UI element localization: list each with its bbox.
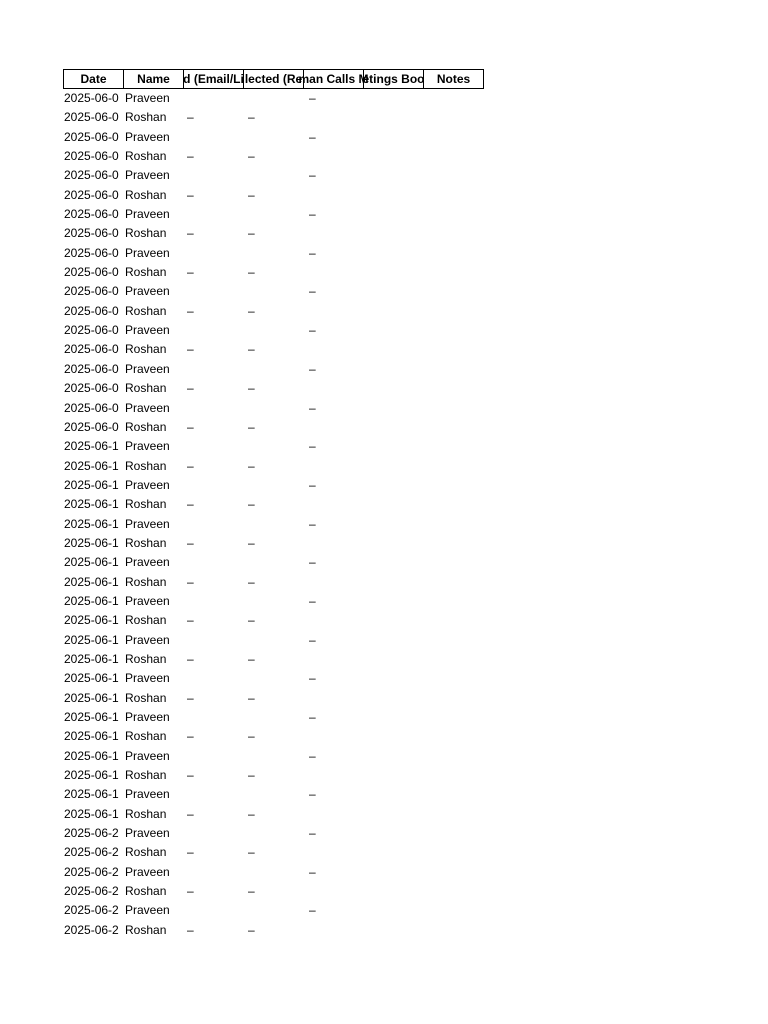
cell-col4[interactable] [246,244,307,263]
cell-col4[interactable] [246,708,307,727]
cell-col3[interactable]: – [187,381,194,396]
table-row [63,669,484,688]
cell-col5[interactable]: – [309,129,316,144]
cell-col3[interactable] [185,553,246,572]
table-row [63,302,484,321]
cell-col4[interactable]: – [248,342,255,357]
cell-date[interactable]: 2025-06-1 [64,439,119,454]
cell-col5[interactable] [307,379,368,398]
cell-col4[interactable] [246,824,307,843]
cell-col5[interactable]: – [309,903,316,918]
cell-date[interactable]: 2025-06-0 [64,110,119,125]
cell-date[interactable]: 2025-06-0 [64,265,119,280]
cell-col3[interactable] [185,785,246,804]
cell-name[interactable]: Praveen [125,284,170,299]
cell-name[interactable]: Praveen [125,168,170,183]
cell-col5[interactable] [307,921,368,940]
cell-date[interactable]: 2025-06-0 [64,342,119,357]
table-row [63,534,484,553]
cell-date[interactable]: 2025-06-1 [64,555,119,570]
cell-col3[interactable] [185,708,246,727]
cell-date[interactable]: 2025-06-1 [64,497,119,512]
cell-col3[interactable] [185,901,246,920]
cell-name[interactable]: Praveen [125,91,170,105]
cell-name[interactable]: Praveen [125,787,170,802]
cell-col4[interactable] [246,747,307,766]
cell-col5[interactable]: – [309,284,316,299]
cell-col4[interactable] [246,553,307,572]
cell-col5[interactable] [307,418,368,437]
cell-date[interactable]: 2025-06-0 [64,419,119,434]
cell-col3[interactable] [185,205,246,224]
cell-name[interactable]: Praveen [125,864,170,879]
cell-col5[interactable] [307,263,368,282]
cell-col3[interactable] [185,321,246,340]
cell-col4[interactable] [246,360,307,379]
cell-col3[interactable]: – [187,149,194,164]
cell-col4[interactable] [246,205,307,224]
cell-col4[interactable] [246,901,307,920]
cell-col4[interactable]: – [248,535,255,550]
cell-col3[interactable] [185,360,246,379]
cell-col5[interactable]: – [309,245,316,260]
cell-name[interactable]: Praveen [125,129,170,144]
cell-col3[interactable]: – [187,110,194,125]
cell-col5[interactable]: – [309,826,316,841]
cell-col4[interactable]: – [248,149,255,164]
table-row [63,805,484,824]
cell-col5[interactable]: – [309,207,316,222]
cell-name[interactable]: Roshan [125,419,167,434]
cell-date[interactable]: 2025-06-0 [64,303,119,318]
table-row [63,592,484,611]
table-row [63,128,484,147]
cell-col3[interactable]: – [187,884,194,899]
cell-name[interactable]: Roshan [125,535,167,550]
table-row [63,650,484,669]
cell-col4[interactable] [246,785,307,804]
table-row [63,224,484,243]
cell-col4[interactable]: – [248,226,255,241]
cell-date[interactable]: 2025-06-2 [64,884,119,899]
cell-col3[interactable] [185,89,246,108]
cell-date[interactable]: 2025-06-1 [64,710,119,724]
cell-col4[interactable]: – [248,729,255,744]
cell-name[interactable]: Praveen [125,671,170,686]
header-cell-col4[interactable]: lected (Re [244,72,303,86]
cell-name[interactable]: Roshan [125,226,167,241]
cell-date[interactable]: 2025-06-1 [64,671,119,686]
cell-col3[interactable] [185,399,246,418]
table-row [63,205,484,224]
table-row [63,186,484,205]
cell-col5[interactable]: – [309,555,316,570]
cell-col3[interactable]: – [187,651,194,666]
cell-col5[interactable]: – [309,323,316,338]
cell-date[interactable]: 2025-06-1 [64,516,119,531]
cell-col4[interactable]: – [248,651,255,666]
cell-col5[interactable]: – [309,168,316,183]
cell-date[interactable]: 2025-06-1 [64,787,119,802]
cell-col5[interactable] [307,882,368,901]
cell-col3[interactable]: – [187,574,194,589]
cell-col3[interactable]: – [187,845,194,860]
table-row [63,418,484,437]
cell-col4[interactable]: – [248,187,255,202]
table-row [63,785,484,804]
table-row [63,89,484,108]
cell-date[interactable]: 2025-06-0 [64,226,119,241]
cell-col5[interactable] [307,766,368,785]
cell-date[interactable]: 2025-06-1 [64,748,119,763]
table-row [63,282,484,301]
cell-col3[interactable]: – [187,613,194,628]
cell-date[interactable]: 2025-06-2 [64,903,119,918]
cell-name[interactable]: Roshan [125,651,167,666]
cell-col4[interactable] [246,399,307,418]
table-row [63,166,484,185]
table-row [63,747,484,766]
cell-col3[interactable]: – [187,535,194,550]
cell-col5[interactable]: – [309,787,316,802]
cell-date[interactable]: 2025-06-1 [64,651,119,666]
cell-name[interactable]: Praveen [125,555,170,570]
cell-col4[interactable]: – [248,303,255,318]
cell-col4[interactable]: – [248,690,255,705]
cell-col5[interactable] [307,147,368,166]
cell-col5[interactable]: – [309,710,316,724]
cell-col5[interactable]: – [309,632,316,647]
cell-col5[interactable]: – [309,361,316,376]
cell-col4[interactable]: – [248,419,255,434]
cell-date[interactable]: 2025-06-1 [64,477,119,492]
cell-name[interactable]: Praveen [125,361,170,376]
cell-col5[interactable] [307,224,368,243]
cell-col3[interactable] [185,747,246,766]
cell-col4[interactable]: – [248,574,255,589]
cell-date[interactable]: 2025-06-0 [64,323,119,338]
cell-name[interactable]: Roshan [125,303,167,318]
cell-date[interactable]: 2025-06-0 [64,245,119,260]
cell-name[interactable]: Roshan [125,922,167,937]
table-row [63,321,484,340]
cell-name[interactable]: Praveen [125,245,170,260]
cell-date[interactable]: 2025-06-0 [64,400,119,415]
cell-col4[interactable]: – [248,806,255,821]
cell-col4[interactable]: – [248,381,255,396]
header-cell-name[interactable]: Name [124,70,184,88]
cell-col4[interactable] [246,437,307,456]
cell-date[interactable]: 2025-06-1 [64,806,119,821]
cell-col3[interactable] [185,863,246,882]
cell-col5[interactable] [307,457,368,476]
cell-col4[interactable] [246,89,307,108]
header-cell-col5[interactable]: man Calls M [298,72,369,86]
header-cell-col6[interactable]: etings Boo [362,72,425,86]
cell-col3[interactable]: – [187,458,194,473]
cell-col4[interactable]: – [248,884,255,899]
table-row [63,631,484,650]
cell-name[interactable]: Praveen [125,826,170,841]
cell-date[interactable]: 2025-06-1 [64,768,119,783]
cell-col5[interactable] [307,495,368,514]
cell-col3[interactable] [185,437,246,456]
cell-col3[interactable] [185,166,246,185]
table-row [63,495,484,514]
cell-name[interactable]: Roshan [125,110,167,125]
cell-name[interactable]: Roshan [125,187,167,202]
cell-date[interactable]: 2025-06-1 [64,613,119,628]
cell-col5[interactable]: – [309,439,316,454]
cell-name[interactable]: Roshan [125,458,167,473]
table-row [63,553,484,572]
cell-name[interactable]: Roshan [125,265,167,280]
cell-col5[interactable] [307,650,368,669]
cell-col3[interactable] [185,128,246,147]
cell-name[interactable]: Roshan [125,149,167,164]
cell-name[interactable]: Roshan [125,574,167,589]
cell-name[interactable]: Praveen [125,748,170,763]
cell-col3[interactable] [185,592,246,611]
cell-col5[interactable]: – [309,671,316,686]
cell-col4[interactable]: – [248,613,255,628]
table-row [63,244,484,263]
cell-col3[interactable]: – [187,226,194,241]
table-row [63,360,484,379]
cell-col3[interactable]: – [187,187,194,202]
cell-date[interactable]: 2025-06-0 [64,207,119,222]
table-row [63,611,484,630]
cell-name[interactable]: Praveen [125,207,170,222]
table-row [63,766,484,785]
table-row [63,882,484,901]
cell-name[interactable]: Roshan [125,613,167,628]
header-cell-notes[interactable]: Notes [424,70,484,88]
cell-col4[interactable]: – [248,458,255,473]
cell-col4[interactable] [246,515,307,534]
table-row [63,457,484,476]
cell-name[interactable]: Praveen [125,516,170,531]
cell-col3[interactable] [185,669,246,688]
cell-col3[interactable] [185,631,246,650]
cell-col3[interactable] [185,824,246,843]
data-rows [63,89,484,940]
cell-col3[interactable] [185,244,246,263]
cell-date[interactable]: 2025-06-2 [64,922,119,937]
cell-name[interactable]: Roshan [125,768,167,783]
cell-date[interactable]: 2025-06-1 [64,729,119,744]
table-row [63,708,484,727]
cell-name[interactable]: Praveen [125,710,170,724]
table-row [63,727,484,746]
cell-date[interactable]: 2025-06-0 [64,284,119,299]
cell-col5[interactable]: – [309,516,316,531]
cell-col4[interactable]: – [248,110,255,125]
cell-col4[interactable]: – [248,265,255,280]
cell-date[interactable]: 2025-06-0 [64,149,119,164]
cell-col4[interactable]: – [248,497,255,512]
cell-col5[interactable] [307,534,368,553]
cell-date[interactable]: 2025-06-0 [64,91,119,105]
cell-col3[interactable] [185,476,246,495]
cell-col5[interactable] [307,727,368,746]
header-cell-date[interactable]: Date [64,70,124,88]
table-row [63,515,484,534]
cell-col5[interactable]: – [309,593,316,608]
table-row [63,901,484,920]
table-row [63,824,484,843]
cell-col4[interactable] [246,128,307,147]
cell-date[interactable]: 2025-06-1 [64,535,119,550]
cell-col4[interactable] [246,476,307,495]
spreadsheet [63,69,484,940]
cell-col4[interactable] [246,592,307,611]
cell-col5[interactable] [307,611,368,630]
cell-name[interactable]: Roshan [125,806,167,821]
cell-col4[interactable] [246,863,307,882]
table-row [63,147,484,166]
cell-name[interactable]: Praveen [125,593,170,608]
header-row [63,69,484,89]
cell-date[interactable]: 2025-06-0 [64,361,119,376]
cell-col3[interactable]: – [187,342,194,357]
table-row [63,476,484,495]
cell-col5[interactable]: – [309,400,316,415]
table-row [63,437,484,456]
cell-col3[interactable]: – [187,419,194,434]
cell-col4[interactable] [246,166,307,185]
cell-col4[interactable] [246,631,307,650]
table-row [63,108,484,127]
cell-name[interactable]: Praveen [125,477,170,492]
cell-date[interactable]: 2025-06-1 [64,458,119,473]
cell-col5[interactable] [307,843,368,862]
cell-date[interactable]: 2025-06-0 [64,129,119,144]
cell-name[interactable]: Roshan [125,381,167,396]
cell-date[interactable]: 2025-06-1 [64,690,119,705]
table-row [63,340,484,359]
cell-col5[interactable] [307,805,368,824]
cell-name[interactable]: Roshan [125,342,167,357]
table-row [63,263,484,282]
cell-col3[interactable] [185,515,246,534]
cell-col3[interactable]: – [187,497,194,512]
cell-col5[interactable] [307,108,368,127]
cell-col5[interactable] [307,689,368,708]
cell-col4[interactable] [246,321,307,340]
cell-col3[interactable]: – [187,303,194,318]
cell-col5[interactable]: – [309,477,316,492]
cell-col5[interactable] [307,340,368,359]
cell-col3[interactable]: – [187,690,194,705]
cell-date[interactable]: 2025-06-1 [64,593,119,608]
header-cell-col3[interactable]: d (Email/Li [183,72,244,86]
cell-name[interactable]: Roshan [125,845,167,860]
cell-col3[interactable]: – [187,768,194,783]
cell-name[interactable]: Roshan [125,884,167,899]
table-row [63,689,484,708]
table-row [63,921,484,940]
cell-name[interactable]: Praveen [125,632,170,647]
cell-col4[interactable] [246,282,307,301]
cell-date[interactable]: 2025-06-2 [64,845,119,860]
cell-name[interactable]: Roshan [125,729,167,744]
cell-col5[interactable]: – [309,864,316,879]
cell-date[interactable]: 2025-06-2 [64,826,119,841]
cell-col3[interactable]: – [187,265,194,280]
cell-date[interactable]: 2025-06-0 [64,168,119,183]
cell-col5[interactable] [307,186,368,205]
cell-date[interactable]: 2025-06-1 [64,632,119,647]
table-row [63,863,484,882]
table-row [63,573,484,592]
cell-date[interactable]: 2025-06-0 [64,381,119,396]
cell-col4[interactable]: – [248,845,255,860]
cell-name[interactable]: Praveen [125,439,170,454]
cell-col3[interactable]: – [187,922,194,937]
cell-col3[interactable]: – [187,806,194,821]
table-row [63,399,484,418]
cell-col3[interactable]: – [187,729,194,744]
table-row [63,379,484,398]
cell-col4[interactable] [246,669,307,688]
cell-date[interactable]: 2025-06-2 [64,864,119,879]
cell-col5[interactable] [307,573,368,592]
cell-name[interactable]: Roshan [125,690,167,705]
cell-name[interactable]: Roshan [125,497,167,512]
cell-col5[interactable]: – [309,91,316,105]
cell-col5[interactable] [307,302,368,321]
cell-name[interactable]: Praveen [125,903,170,918]
cell-name[interactable]: Praveen [125,400,170,415]
cell-name[interactable]: Praveen [125,323,170,338]
cell-col4[interactable]: – [248,768,255,783]
cell-col3[interactable] [185,282,246,301]
cell-date[interactable]: 2025-06-0 [64,187,119,202]
cell-col4[interactable]: – [248,922,255,937]
table-row [63,843,484,862]
cell-date[interactable]: 2025-06-1 [64,574,119,589]
cell-col5[interactable]: – [309,748,316,763]
